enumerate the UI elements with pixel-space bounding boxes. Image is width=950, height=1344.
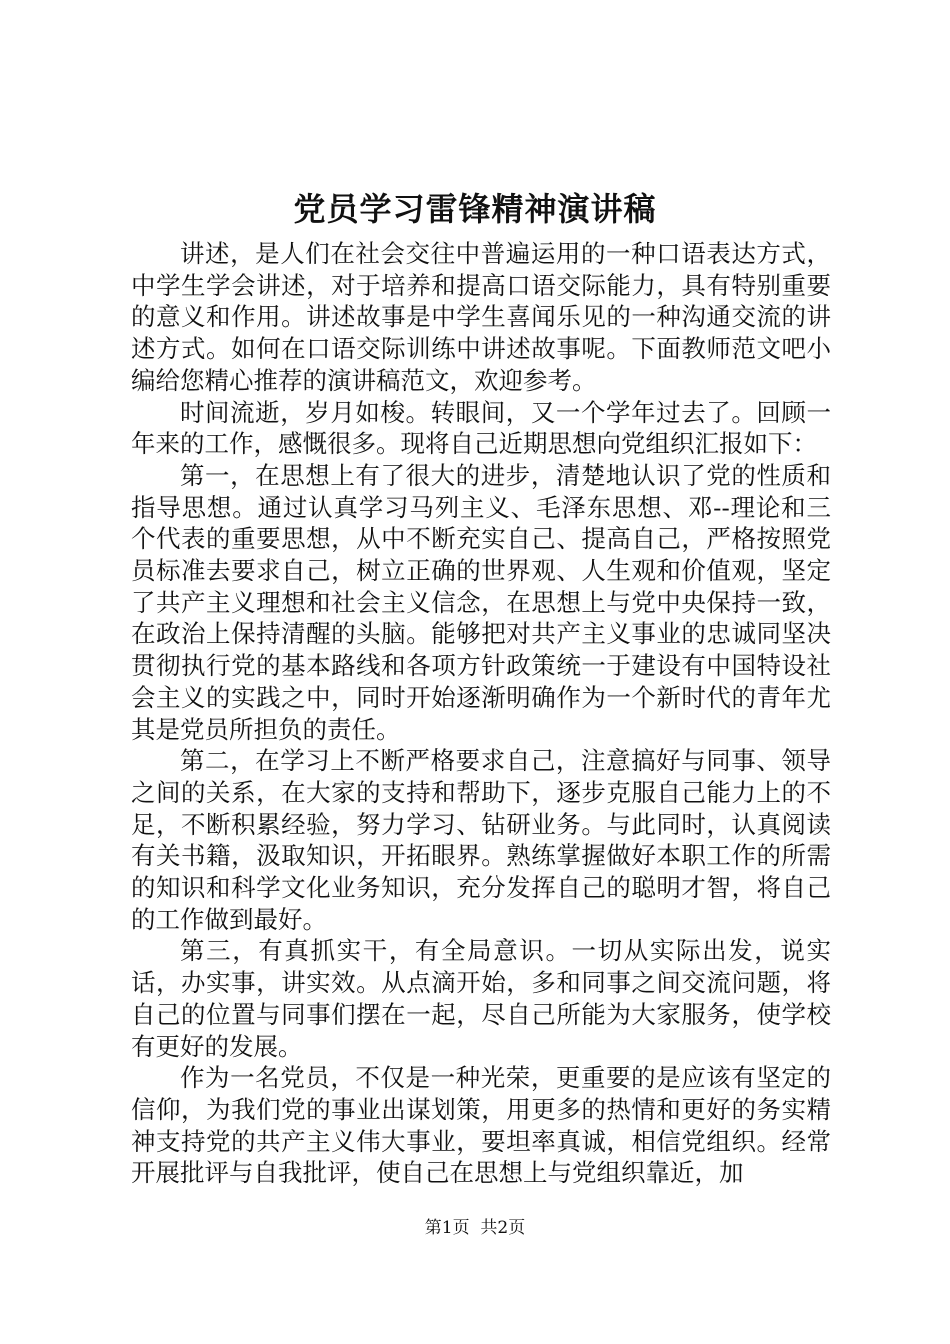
paragraph-second: 第二，在学习上不断严格要求自己，注意搞好与同事、领导之间的关系，在大家的支持和帮助下，逐步克服自己能力上的不足，不断积累经验，努力学习、钻研业务。与此同时，认真阅读有关书籍，汲取知识，开拓眼界。熟练掌握做好本职工作的所需的知识和科学文化业务知识，充分发挥自己的聪明才智，将自己的工作做到最好。 [131,746,831,934]
document-body [131,238,831,1189]
page-number-footer: 第1页 共2页 [424,1218,526,1238]
paragraph-first: 第一，在思想上有了很大的进步，清楚地认识了党的性质和指导思想。通过认真学习马列主义、毛泽东思想、邓--理论和三个代表的重要思想，从中不断充实自己、提高自己，严格按照党员标准去要求自己，树立正确的世界观、人生观和价值观，坚定了共产主义理想和社会主义信念，在思想上与党中央保持一致，在政治上保持清醒的头脑。能够把对共产主义事业的忠诚同坚决贯彻执行党的基本路线和各项方针政策统一于建设有中国特设社会主义的实践之中，同时开始逐渐明确作为一个新时代的青年尤其是党员所担负的责任。 [131,460,831,744]
paragraph-opening: 时间流逝，岁月如梭。转眼间，又一个学年过去了。回顾一年来的工作，感慨很多。现将自己近期思想向党组织汇报如下： [131,397,831,459]
paragraph-intro: 讲述，是人们在社会交往中普遍运用的一种口语表达方式，中学生学会讲述，对于培养和提高口语交际能力，具有特别重要的意义和作用。讲述故事是中学生喜闻乐见的一种沟通交流的讲述方式。如何在口语交际训练中讲述故事呢。下面教师范文吧小编给您精心推荐的演讲稿范文，欢迎参考。 [131,239,831,395]
paragraph-third: 第三，有真抓实干，有全局意识。一切从实际出发，说实话，办实事，讲实效。从点滴开始，多和同事之间交流问题，将自己的位置与同事们摆在一起，尽自己所能为大家服务，使学校有更好的发展。 [131,936,831,1061]
paragraph-closing: 作为一名党员，不仅是一种光荣，更重要的是应该有坚定的信仰，为我们党的事业出谋划策，用更多的热情和更好的务实精神支持党的共产主义伟大事业，要坦率真诚，相信党组织。经常开展批评与自我批评，使自己在思想上与党组织靠近，加 [131,1063,831,1188]
document-title: 党员学习雷锋精神演讲稿 [293,190,657,228]
